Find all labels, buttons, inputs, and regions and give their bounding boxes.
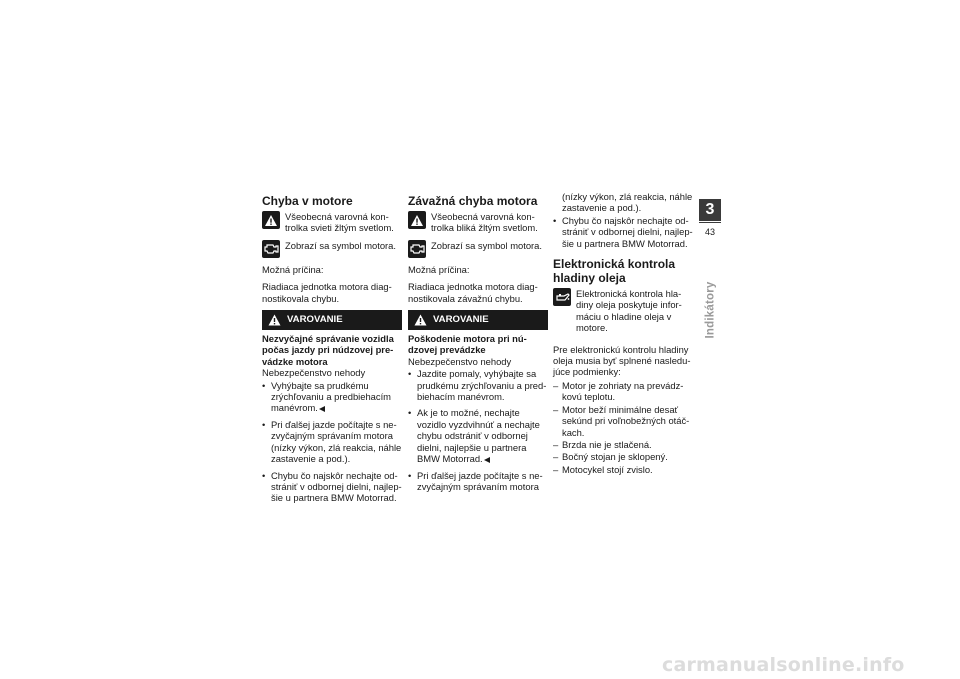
indicator-warning-row: Všeobecná varovná kon-trolka bliká žltým svetlom. xyxy=(408,211,548,234)
list-item: • Jazdite pomaly, vyhýbajte sa prudkému zrýchľovaniu a pred-biehacím manévrom. xyxy=(408,368,548,402)
list-item: – Motor je zohriaty na prevádz-kovú teplotu. xyxy=(553,380,693,403)
column-engine-fault xyxy=(262,194,402,509)
page-number: 43 xyxy=(704,227,715,237)
chapter-title: Indikátory xyxy=(704,281,716,339)
end-mark-icon xyxy=(484,457,490,463)
oil-intro: Pre elektronickú kontrolu hladiny oleja musia byť splnené nasledu-júce podmienky: xyxy=(553,343,691,378)
heading-serious-engine-fault: Závažná chyba motora xyxy=(408,194,538,208)
heading-oil-level: Elektronická kontrola hladiny oleja xyxy=(553,257,676,286)
engine-icon xyxy=(408,240,426,258)
warning-banner: VAROVANIE xyxy=(408,310,548,330)
continuation-list xyxy=(553,215,693,249)
indicator-engine-row: Zobrazí sa symbol motora. xyxy=(408,240,548,258)
cause-label: Možná príčina: xyxy=(408,263,470,275)
warning-triangle-icon xyxy=(262,211,280,229)
list-item: • Chybu čo najskôr nechajte od-strániť v odbornej dielni, najlep-šie u partnera BMW Motorrad. xyxy=(553,215,693,249)
list-item: • Pri ďalšej jazde počítajte s ne-zvyčajným správaním motora xyxy=(408,470,548,493)
heading-engine-fault: Chyba v motore xyxy=(262,194,353,208)
indicator-warning-row: Všeobecná varovná kon-trolka svieti žltým svetlom. xyxy=(262,211,402,234)
warning-subtitle: Nebezpečenstvo nehody xyxy=(408,355,512,367)
list-item: • Vyhýbajte sa prudkému zrýchľovaniu a predbiehacím manévrom. xyxy=(262,380,402,414)
column-oil-level xyxy=(553,191,693,476)
indicator-engine-row: Zobrazí sa symbol motora. xyxy=(262,240,402,258)
warning-list xyxy=(408,368,548,492)
list-item: • Pri ďalšej jazde počítajte s ne-zvyčajným správaním motora (nízky výkon, zlá reakcia, náhle zastavenie a pod.). xyxy=(262,419,402,465)
continuation-text: (nízky výkon, zlá reakcia, náhle zastavenie a pod.). xyxy=(562,191,693,214)
warning-banner: VAROVANIE xyxy=(262,310,402,330)
warning-triangle-icon xyxy=(268,314,281,326)
oil-can-icon xyxy=(553,288,571,306)
list-item: – Motocykel stojí zvislo. xyxy=(553,464,693,475)
watermark: carmanualsonline.info xyxy=(662,654,905,676)
engine-icon xyxy=(262,240,280,258)
warning-triangle-icon xyxy=(408,211,426,229)
list-item: – Bočný stojan je sklopený. xyxy=(553,451,693,462)
chapter-number: 3 xyxy=(699,199,721,221)
cause-label: Možná príčina: xyxy=(262,263,324,275)
list-item: – Brzda nie je stlačená. xyxy=(553,439,693,450)
conditions-list xyxy=(553,380,693,475)
cause-text: Riadiaca jednotka motora diag-nostikovala chybu. xyxy=(262,281,392,304)
warning-title: Poškodenie motora pri nú-dzovej prevádzke xyxy=(408,333,527,356)
chapter-sidebar xyxy=(699,199,721,237)
list-item: – Motor beží minimálne desať sekúnd pri voľnobežných otáč-kach. xyxy=(553,404,693,438)
list-item: • Ak je to možné, nechajte vozidlo vyzdvihnúť a nechajte chybu odstrániť v odbornej dielni, najlepšie u partnera BMW Motorrad. xyxy=(408,407,548,464)
column-serious-engine-fault xyxy=(408,194,548,497)
cause-text: Riadiaca jednotka motora diag-nostikovala závažnú chybu. xyxy=(408,281,538,304)
divider xyxy=(699,222,721,223)
warning-list xyxy=(262,380,402,504)
warning-triangle-icon xyxy=(414,314,427,326)
warning-title: Nezvyčajné správanie vozidla počas jazdy pri núdzovej pre-vádzke motora xyxy=(262,333,394,367)
end-mark-icon xyxy=(319,406,325,412)
indicator-oil-row: Elektronická kontrola hla-diny oleja poskytuje infor-máciu o hladine oleja v motore. xyxy=(553,288,693,334)
list-item: • Chybu čo najskôr nechajte od-strániť v odbornej dielni, najlep-šie u partnera BMW Motorrad. xyxy=(262,470,402,504)
warning-subtitle: Nebezpečenstvo nehody xyxy=(262,367,366,379)
